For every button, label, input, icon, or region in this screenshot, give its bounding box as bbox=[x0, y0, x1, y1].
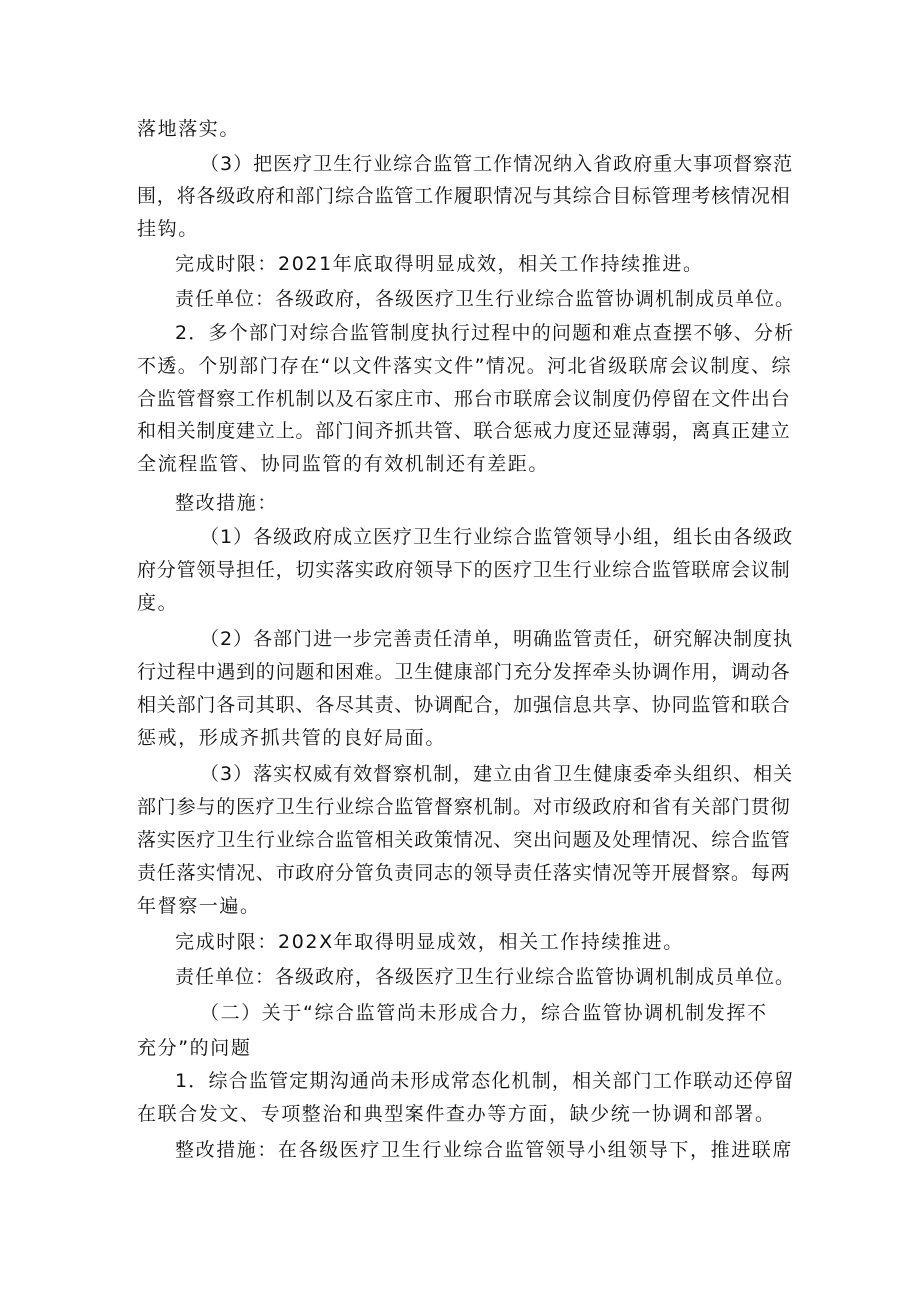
section-label: 整改措施： bbox=[175, 492, 279, 514]
text-line: （3）把医疗卫生行业综合监管工作情况纳入省政府重大事项督察范 bbox=[200, 153, 794, 175]
text-line: 落地落实。 bbox=[137, 118, 241, 140]
text-line: 度。 bbox=[137, 592, 179, 614]
text-line: 不透。个别部门存在“以文件落实文件”情况。河北省级联席会议制度、综 bbox=[137, 355, 792, 377]
text-line: 挂钩。 bbox=[137, 218, 199, 240]
text-line: 责任落实情况、市政府分管负责同志的领导责任落实情况等开展督察。每两 bbox=[137, 862, 791, 884]
text-line: 部门参与的医疗卫生行业综合监管督察机制。对市级政府和省有关部门贯彻 bbox=[137, 796, 791, 818]
text-line: 合监管督察工作机制以及石家庄市、邢台市联席会议制度仍停留在文件出台 bbox=[137, 388, 791, 410]
section-heading: 充分”的问题 bbox=[137, 1037, 252, 1059]
text-line: 完成时限：202X年取得明显成效，相关工作持续推进。 bbox=[175, 931, 684, 953]
text-line: 惩戒，形成齐抓共管的良好局面。 bbox=[137, 727, 447, 749]
section-heading: （二）关于“综合监管尚未形成合力，综合监管协调机制发挥不 bbox=[200, 1002, 768, 1024]
text-line: 围，将各级政府和部门综合监管工作履职情况与其综合目标管理考核情况相 bbox=[137, 185, 791, 207]
text-line: 整改措施：在各级医疗卫生行业综合监管领导小组领导下，推进联席 bbox=[175, 1139, 794, 1161]
text-line: （1）各级政府成立医疗卫生行业综合监管领导小组，组长由各级政 bbox=[200, 526, 794, 548]
text-line: 年督察一遍。 bbox=[137, 895, 261, 917]
text-line: 责任单位：各级政府，各级医疗卫生行业综合监管协调机制成员单位。 bbox=[175, 966, 796, 988]
text-line: 府分管领导担任，切实落实政府领导下的医疗卫生行业综合监管联席会议制 bbox=[137, 559, 791, 581]
text-line: 完成时限：2021年底取得明显成效，相关工作持续推进。 bbox=[175, 253, 704, 275]
text-line: 和相关制度建立上。部门间齐抓共管、联合惩戒力度还显薄弱，离真正建立 bbox=[137, 420, 791, 442]
text-line: 2．多个部门对综合监管制度执行过程中的问题和难点查摆不够、分析 bbox=[175, 322, 795, 344]
text-line: 责任单位：各级政府，各级医疗卫生行业综合监管协调机制成员单位。 bbox=[175, 288, 796, 310]
text-line: 全流程监管、协同监管的有效机制还有差距。 bbox=[137, 453, 550, 475]
text-line: 相关部门各司其职、各尽其责、协调配合，加强信息共享、协同监管和联合 bbox=[137, 694, 791, 716]
text-line: 1．综合监管定期沟通尚未形成常态化机制，相关部门工作联动还停留 bbox=[175, 1070, 795, 1092]
text-line: 落实医疗卫生行业综合监管相关政策情况、突出问题及处理情况、综合监管 bbox=[137, 829, 791, 851]
text-line: （2）各部门进一步完善责任清单，明确监管责任，研究解决制度执 bbox=[200, 628, 794, 650]
text-line: 行过程中遇到的问题和困难。卫生健康部门充分发挥牵头协调作用，调动各 bbox=[137, 661, 791, 683]
text-line: （3）落实权威有效督察机制，建立由省卫生健康委牵头组织、相关 bbox=[200, 763, 794, 785]
text-line: 在联合发文、专项整治和典型案件查办等方面，缺少统一协调和部署。 bbox=[137, 1103, 776, 1125]
